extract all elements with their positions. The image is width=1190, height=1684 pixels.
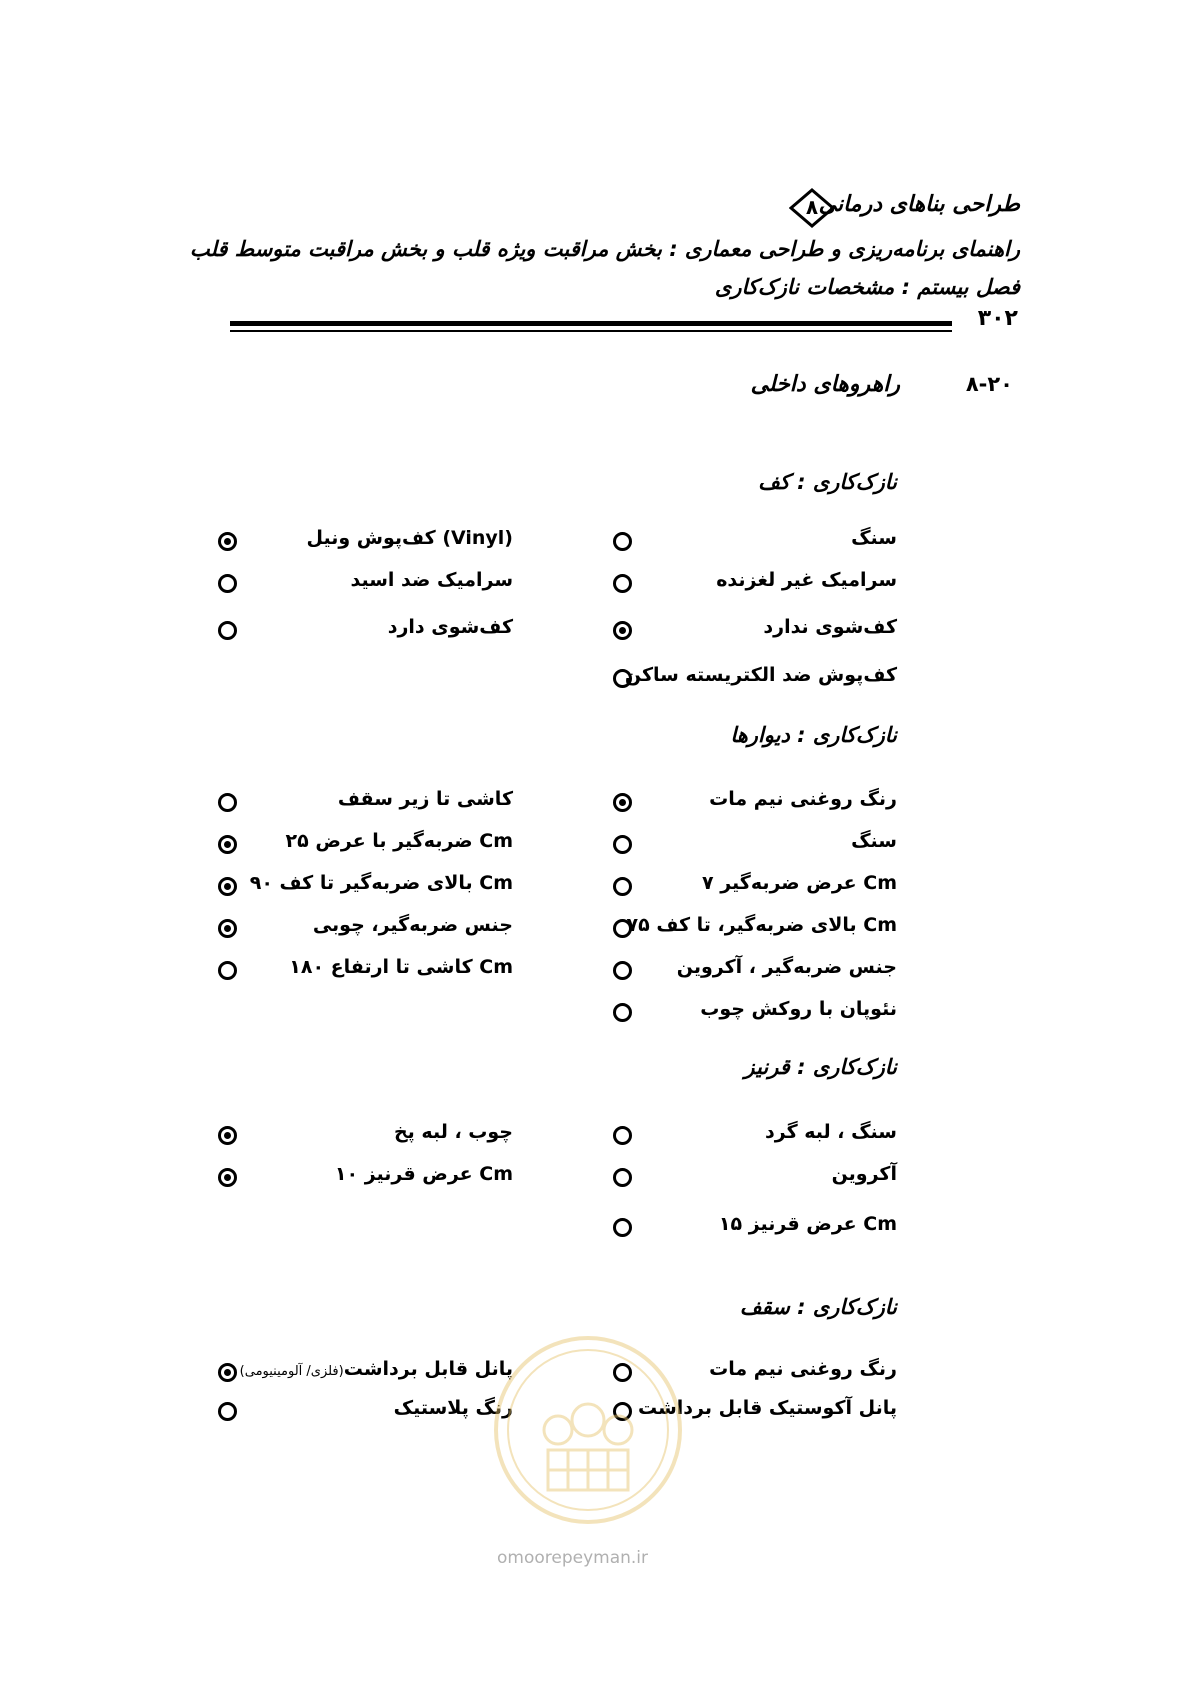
book-subtitle: راهنمای برنامه‌ریزی و طراحی معماری : بخش مراقبت ویژه قلب و بخش مراقبت متوسط قلب: [189, 237, 1020, 261]
option-radio[interactable]: [218, 1168, 237, 1187]
option-label: [232, 1358, 513, 1380]
option-label: سرامیک غیر لغزنده: [716, 569, 897, 591]
option-main-text: پانل قابل برداشت: [343, 1358, 513, 1380]
option-label: رنگ روغنی نیم مات: [709, 1358, 897, 1380]
header-rule-thick: [230, 321, 952, 326]
option-label: رنگ پلاستیک: [393, 1397, 513, 1419]
section-title: راهروهای داخلی: [750, 372, 900, 397]
option-label: بالای ضربه‌گیر، تا کف ۷۵ Cm: [626, 914, 897, 936]
option-label: جنس ضربه‌گیر ، آکروین: [676, 956, 897, 978]
option-note: (فلزی/ آلومینیومی): [239, 1364, 344, 1379]
chapter-title: فصل بیستم : مشخصات نازک‌کاری: [714, 275, 1020, 299]
header-rule-thin: [230, 330, 952, 332]
option-radio[interactable]: [613, 961, 632, 980]
option-radio[interactable]: [613, 669, 632, 688]
option-radio[interactable]: [218, 1126, 237, 1145]
option-label: سنگ: [851, 830, 897, 852]
option-radio[interactable]: [613, 574, 632, 593]
skirting-heading: نازک‌کاری : قرنیز: [744, 1055, 897, 1079]
watermark-url: omoorepeyman.ir: [497, 1548, 649, 1568]
option-radio[interactable]: [218, 793, 237, 812]
option-label: کاشی تا ارتفاع ۱۸۰ Cm: [289, 956, 513, 978]
section-number: ۸-۲۰: [965, 372, 1013, 396]
option-radio[interactable]: [218, 835, 237, 854]
option-radio[interactable]: [218, 1402, 237, 1421]
option-label: ضربه‌گیر با عرض ۲۵ Cm: [285, 830, 513, 852]
option-label: کف‌شوی دارد: [387, 616, 513, 638]
option-label: عرض ضربه‌گیر ۷ Cm: [701, 872, 897, 894]
walls-heading: نازک‌کاری : دیوارها: [730, 723, 897, 747]
option-radio[interactable]: [613, 877, 632, 896]
option-radio[interactable]: [613, 919, 632, 938]
option-label: کاشی تا زیر سقف: [337, 788, 513, 810]
option-radio[interactable]: [613, 621, 632, 640]
option-radio[interactable]: [613, 1168, 632, 1187]
option-label: پانل آکوستیک قابل برداشت: [637, 1397, 897, 1419]
option-radio[interactable]: [218, 574, 237, 593]
option-radio[interactable]: [218, 877, 237, 896]
option-label: سرامیک ضد اسید: [350, 569, 513, 591]
option-label: کف‌شوی ندارد: [763, 616, 897, 638]
option-radio[interactable]: [613, 793, 632, 812]
option-label: چوب ، لبه پخ: [393, 1121, 513, 1143]
option-label: کف‌پوش ضد الکتریسته ساکن: [624, 664, 897, 686]
option-radio[interactable]: [218, 621, 237, 640]
option-label: بالای ضربه‌گیر تا کف ۹۰ Cm: [249, 872, 513, 894]
option-radio[interactable]: [613, 532, 632, 551]
option-label: سنگ ، لبه گرد: [765, 1121, 897, 1143]
option-label: آکروین: [831, 1163, 897, 1185]
page-number: ۳۰۲: [977, 306, 1018, 331]
option-radio[interactable]: [218, 919, 237, 938]
watermark-logo: [488, 1330, 688, 1530]
option-label: نئوپان با روکش چوب: [700, 998, 897, 1020]
option-radio[interactable]: [218, 532, 237, 551]
option-label: جنس ضربه‌گیر، چوبی: [312, 914, 513, 936]
floor-heading: نازک‌کاری : کف: [758, 470, 897, 494]
option-radio[interactable]: [218, 1363, 237, 1382]
option-label: رنگ روغنی نیم مات: [709, 788, 897, 810]
option-radio[interactable]: [613, 1218, 632, 1237]
option-radio[interactable]: [613, 1126, 632, 1145]
option-label: عرض قرنیز ۱۰ Cm: [334, 1163, 513, 1185]
option-radio[interactable]: [218, 961, 237, 980]
option-label: سنگ: [851, 527, 897, 549]
option-label: عرض قرنیز ۱۵ Cm: [718, 1213, 897, 1235]
ceiling-heading: نازک‌کاری : سقف: [739, 1295, 897, 1319]
option-label: کف‌پوش ونیل (Vinyl): [306, 527, 513, 549]
book-number-badge: [789, 188, 835, 228]
book-number: ۸: [805, 195, 819, 219]
option-radio[interactable]: [613, 835, 632, 854]
book-title: طراحی بناهای درمانی: [818, 192, 1020, 217]
option-radio[interactable]: [613, 1003, 632, 1022]
